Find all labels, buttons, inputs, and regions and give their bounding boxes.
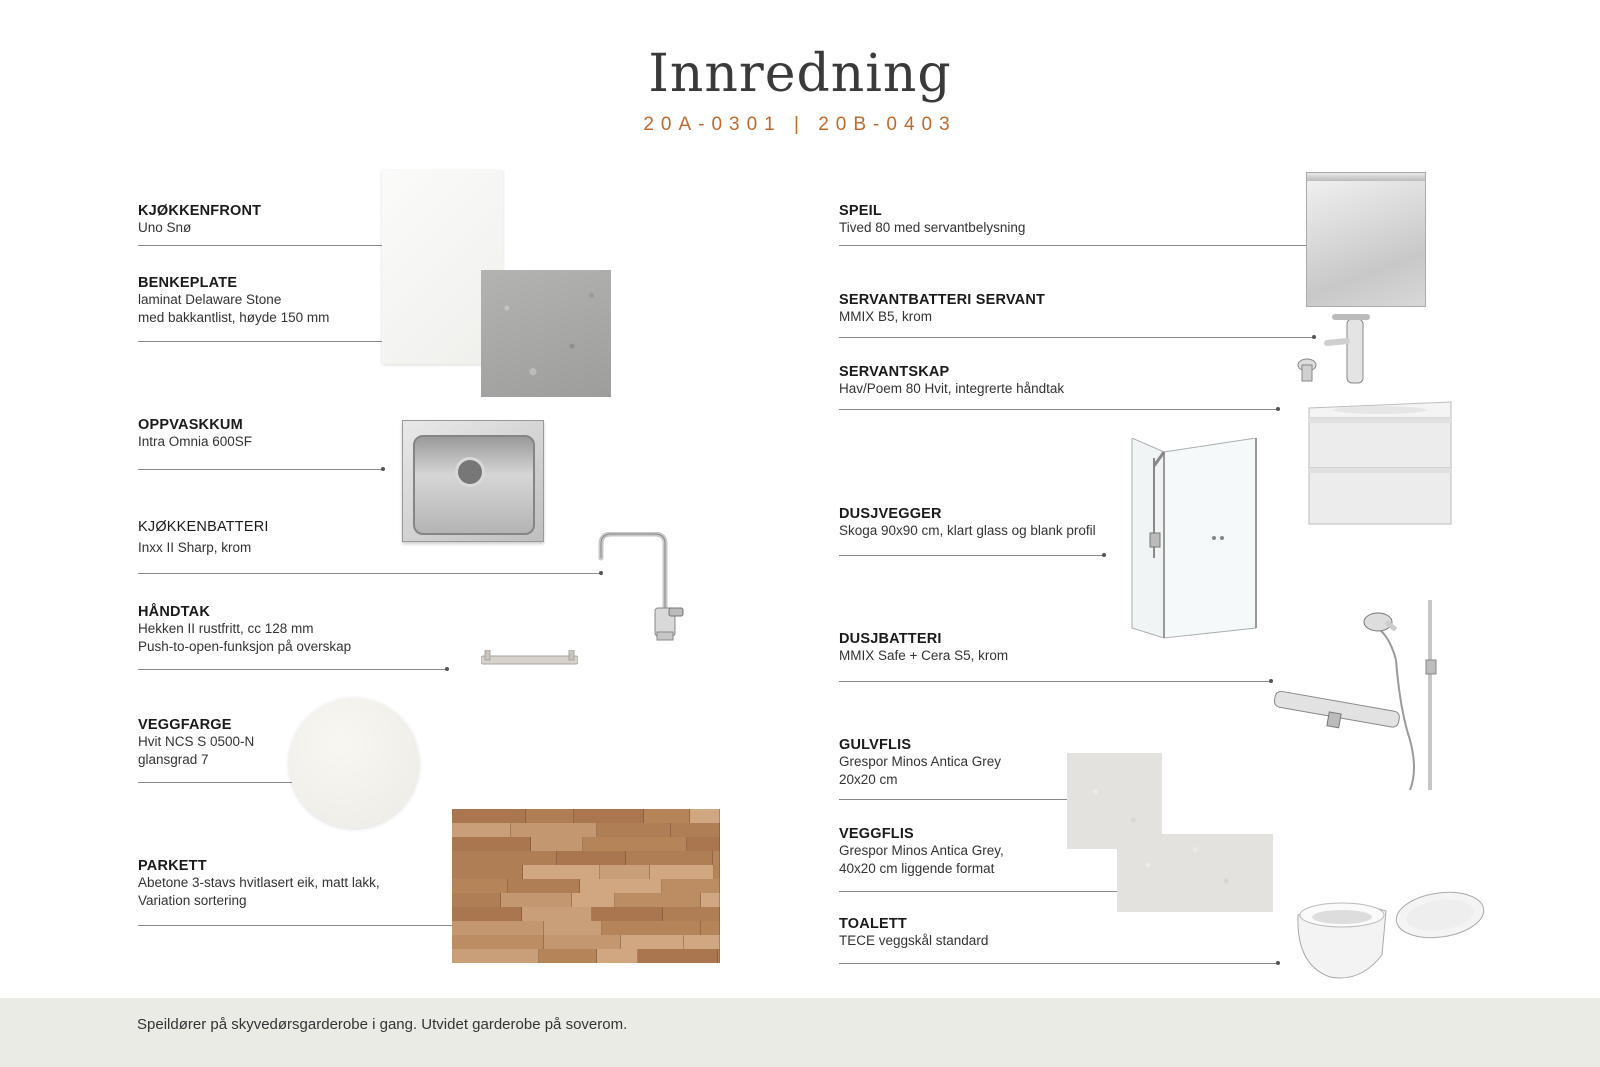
item-parkett: [138, 858, 380, 910]
item-oppvaskkum: [138, 417, 252, 451]
page-title: Innredning: [648, 44, 952, 104]
item-heading: HÅNDTAK: [138, 604, 211, 620]
item-description: MMIX B5, krom: [839, 309, 933, 324]
item-description: 40x20 cm liggende format: [839, 861, 995, 876]
leader-line: [839, 681, 1272, 682]
leader-line: [839, 963, 1279, 964]
item-heading: BENKEPLATE: [138, 275, 238, 291]
item-description: Grespor Minos Antica Grey,: [839, 843, 1004, 858]
item-description: laminat Delaware Stone: [138, 292, 282, 307]
cabinet-handle-image: [481, 650, 578, 668]
item-description: Skoga 90x90 cm, klart glass og blank profil: [839, 523, 1096, 538]
wall-paint-swatch: [289, 698, 419, 828]
item-description: Intra Omnia 600SF: [138, 434, 253, 449]
leader-line: [138, 573, 602, 574]
item-servantbatteri: [839, 292, 1045, 326]
item-heading: GULVFLIS: [839, 737, 912, 753]
item-veggfarge: [138, 717, 254, 769]
leader-line: [839, 555, 1105, 556]
item-kjokkenfront: [138, 203, 261, 237]
item-servantskap: [839, 364, 1064, 398]
apartment-numbers: 20A-0301 | 20B-0403: [643, 114, 957, 135]
toilet-image: [1290, 885, 1490, 985]
item-heading: SERVANTBATTERI SERVANT: [839, 292, 1046, 308]
item-description: Hvit NCS S 0500-N: [138, 734, 255, 749]
item-description: Hav/Poem 80 Hvit, integrerte håndtak: [839, 381, 1065, 396]
item-handtak: [138, 604, 351, 656]
countertop-swatch: [481, 270, 611, 397]
item-heading: TOALETT: [839, 916, 907, 932]
item-description: MMIX Safe + Cera S5, krom: [839, 648, 1009, 663]
item-heading: PARKETT: [138, 858, 207, 874]
wall-tile-swatch: [1117, 834, 1273, 912]
item-description: 20x20 cm: [839, 772, 898, 787]
item-description: Abetone 3-stavs hvitlasert eik, matt lakk,: [138, 875, 380, 890]
item-heading: SPEIL: [839, 203, 882, 219]
parquet-swatch: [452, 809, 720, 963]
kitchen-faucet-image: [595, 532, 687, 642]
item-heading: DUSJVEGGER: [839, 506, 942, 522]
item-veggflis: [839, 826, 1004, 878]
footer-note: Speildører på skyvedørsgarderobe i gang. Utvidet garderobe på soverom.: [137, 1016, 628, 1033]
basin-tap-image: [1297, 313, 1387, 388]
kitchen-sink-image: [402, 420, 544, 542]
item-heading: DUSJBATTERI: [839, 631, 942, 647]
item-speil: [839, 203, 1025, 237]
item-description: med bakkantlist, høyde 150 mm: [138, 310, 330, 325]
item-description: Inxx II Sharp, krom: [138, 540, 252, 555]
item-kjokkenbatteri: [138, 519, 269, 557]
leader-line: [138, 669, 448, 670]
item-heading: SERVANTSKAP: [839, 364, 950, 380]
shower-enclosure-image: [1128, 438, 1260, 643]
leader-line: [839, 337, 1315, 338]
item-description: TECE veggskål standard: [839, 933, 989, 948]
item-description: Tived 80 med servantbelysning: [839, 220, 1026, 235]
leader-line: [138, 469, 384, 470]
leader-line: [138, 925, 468, 926]
item-description: Uno Snø: [138, 220, 192, 235]
item-heading: OPPVASKKUM: [138, 417, 243, 433]
item-dusjvegger: [839, 506, 1096, 540]
item-description: Grespor Minos Antica Grey: [839, 754, 1002, 769]
item-heading: VEGGFARGE: [138, 717, 232, 733]
vanity-cabinet-image: [1305, 396, 1455, 526]
leader-line: [839, 245, 1331, 246]
item-heading: KJØKKENBATTERI: [138, 519, 269, 535]
shower-mixer-image: [1270, 600, 1460, 795]
item-description: glansgrad 7: [138, 752, 209, 767]
item-description: Push-to-open-funksjon på overskap: [138, 639, 352, 654]
item-heading: VEGGFLIS: [839, 826, 914, 842]
item-toalett: [839, 916, 988, 950]
item-benkeplate: [138, 275, 329, 327]
item-heading: KJØKKENFRONT: [138, 203, 262, 219]
mirror-image: [1306, 172, 1426, 307]
footer-bar: [0, 998, 1600, 1067]
item-gulvflis: [839, 737, 1001, 789]
leader-line: [839, 409, 1279, 410]
item-description: Variation sortering: [138, 893, 247, 908]
item-dusjbatteri: [839, 631, 1008, 665]
item-description: Hekken II rustfritt, cc 128 mm: [138, 621, 314, 636]
